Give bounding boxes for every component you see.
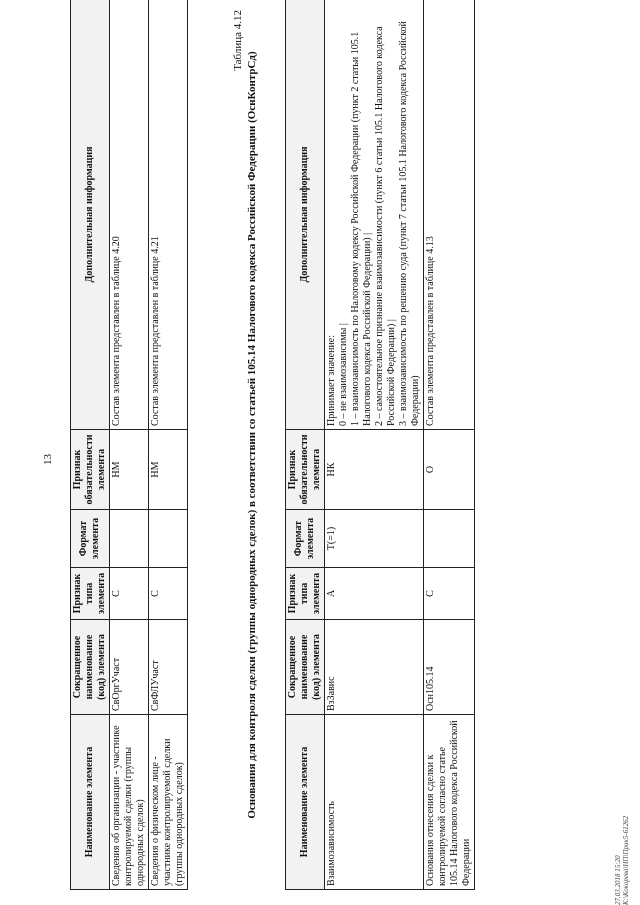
cell-type: А bbox=[325, 568, 424, 620]
cell-required: О bbox=[424, 430, 475, 510]
table-2 bbox=[285, 0, 475, 890]
cell-code: ВзЗавис bbox=[325, 620, 424, 715]
info-line: 3 – взаимозависимость по решению суда (пункт 7 статьи 105.1 Налогового кодекса Российской Федерации) bbox=[398, 21, 421, 426]
table-title: Основания для контроля сделки (группы однородных сделок) в соответствии со статьей 105.14 Налогового кодекса Российской Федерации (ОснКонтрСд) bbox=[246, 51, 258, 819]
page-number: 13 bbox=[42, 454, 54, 465]
header-code: Сокращенное наименование (код) элемента bbox=[286, 620, 325, 715]
cell-type: С bbox=[149, 568, 188, 620]
cell-format bbox=[424, 510, 475, 568]
info-line: 1 – взаимозависимость по Налоговому кодексу Российской Федерации (пункт 2 статьи 105.1 Налогового кодекса Российской Федерации) | bbox=[350, 31, 373, 426]
table-row bbox=[424, 0, 475, 890]
header-name: Наименование элемента bbox=[286, 715, 325, 890]
cell-code: СвОргУчаст bbox=[110, 620, 149, 715]
table-1-header bbox=[71, 0, 110, 890]
header-format: Формат элемента bbox=[71, 510, 110, 568]
cell-type: С bbox=[110, 568, 149, 620]
cell-required: НМ bbox=[110, 430, 149, 510]
table-1 bbox=[70, 0, 188, 890]
info-line: 2 – самостоятельное признание взаимозависимости (пункт 6 статьи 105.1 Налогового кодекса Российской Федерации) | bbox=[374, 26, 397, 426]
header-type: Признак типа элемента bbox=[286, 568, 325, 620]
cell-name: Сведения об организации - участнике контролируемой сделки (группы однородных сделок) bbox=[110, 715, 149, 890]
header-info: Дополнительная информация bbox=[71, 0, 110, 430]
header-format: Формат элемента bbox=[286, 510, 325, 568]
header-type: Признак типа элемента bbox=[71, 568, 110, 620]
cell-required: НМ bbox=[149, 430, 188, 510]
cell-format: T(=1) bbox=[325, 510, 424, 568]
info-line: 0 – не взаимозависимы | bbox=[338, 323, 349, 426]
cell-required: НК bbox=[325, 430, 424, 510]
cell-code: СвФЛУчаст bbox=[149, 620, 188, 715]
table-row bbox=[110, 0, 149, 890]
table-row bbox=[149, 0, 188, 890]
stamp-line: 27.03.2018 15:20 bbox=[614, 855, 622, 905]
header-code: Сокращенное наименование (код) элемента bbox=[71, 620, 110, 715]
cell-name: Взаимозависимость bbox=[325, 715, 424, 890]
cell-name: Основания отнесения сделки к контролируемой согласно статье 105.14 Налогового кодекса Российской Федерации bbox=[424, 715, 475, 890]
table-row bbox=[325, 0, 424, 890]
header-required: Признак обязательности элемента bbox=[286, 430, 325, 510]
table-2-header bbox=[286, 0, 325, 890]
cell-name: Сведения о физическом лице - участнике контролируемой сделки (группы однородных сделок) bbox=[149, 715, 188, 890]
cell-info bbox=[424, 0, 475, 430]
cell-type: С bbox=[424, 568, 475, 620]
header-info: Дополнительная информация bbox=[286, 0, 325, 430]
cell-info: Состав элемента представлен в таблице 4.21 bbox=[149, 0, 188, 430]
cell-format bbox=[149, 510, 188, 568]
table-caption: Таблица 4.12 bbox=[232, 10, 244, 71]
stamp-line: К:\Кокорева\НП\Прик5-61262 bbox=[622, 815, 630, 905]
header-required: Признак обязательности элемента bbox=[71, 430, 110, 510]
cell-code: Осн105.14 bbox=[424, 620, 475, 715]
cell-info: Состав элемента представлен в таблице 4.20 bbox=[110, 0, 149, 430]
header-name: Наименование элемента bbox=[71, 715, 110, 890]
cell-format bbox=[110, 510, 149, 568]
info-line: Состав элемента представлен в таблице 4.13 bbox=[425, 236, 436, 426]
cell-info bbox=[325, 0, 424, 430]
file-stamp bbox=[614, 816, 630, 905]
info-line: Принимает значение: bbox=[326, 334, 337, 426]
